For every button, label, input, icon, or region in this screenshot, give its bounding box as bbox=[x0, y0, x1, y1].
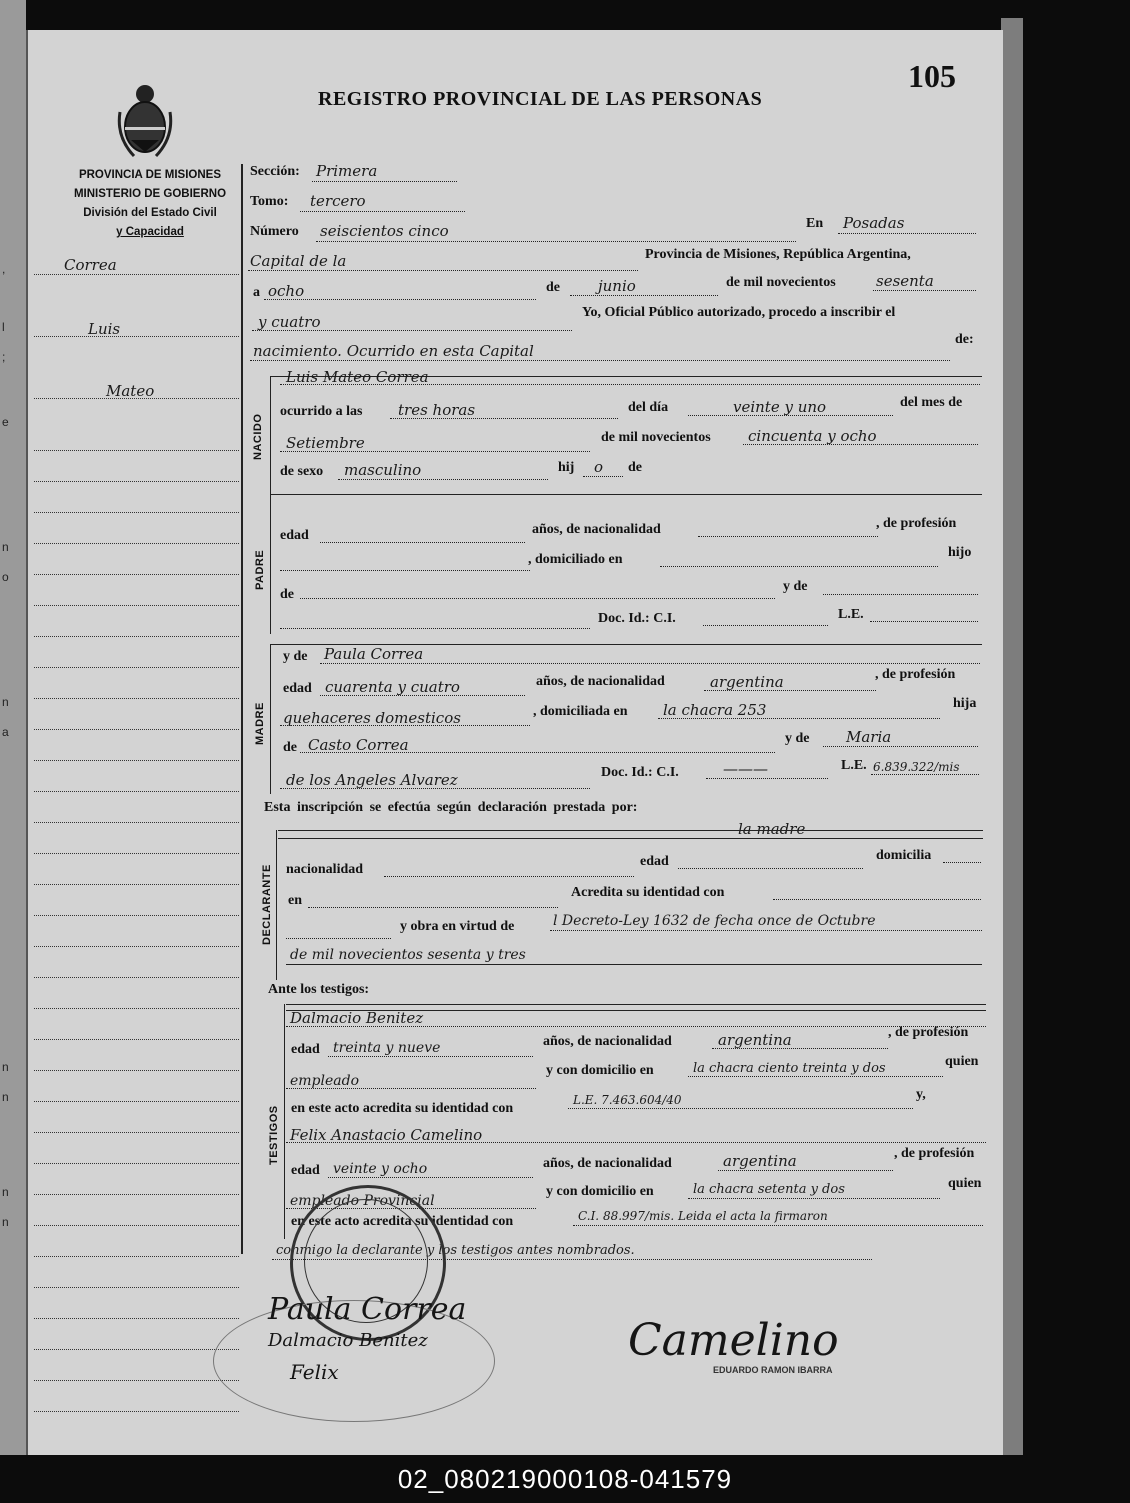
acredita-label-3: en este acto acredita su identidad con bbox=[291, 1214, 514, 1229]
field-line bbox=[718, 1170, 893, 1171]
field-line bbox=[286, 1088, 536, 1089]
margin-line bbox=[34, 512, 239, 513]
margin-line bbox=[34, 760, 239, 761]
year-value-2: y cuatro bbox=[258, 313, 321, 331]
margin-line bbox=[34, 605, 239, 606]
oficial-label: Yo, Oficial Público autorizado, procedo a inscribir el bbox=[582, 305, 896, 320]
profesion-label-2: , de profesión bbox=[875, 667, 956, 682]
doc-label: Doc. Id.: C.I. bbox=[598, 611, 676, 626]
field-line bbox=[706, 778, 828, 779]
field-line bbox=[280, 384, 980, 385]
field-line bbox=[286, 1026, 986, 1027]
field-line bbox=[568, 1108, 913, 1109]
mother-age: cuarenta y cuatro bbox=[325, 678, 460, 696]
le-label-2: L.E. bbox=[841, 758, 867, 773]
mother-nationality: argentina bbox=[710, 673, 784, 691]
mother-le: 6.839.322/mis bbox=[873, 760, 960, 774]
field-line bbox=[320, 695, 525, 696]
margin-line bbox=[34, 398, 239, 399]
profesion-label: , de profesión bbox=[876, 516, 957, 531]
mother-ci: ——— bbox=[723, 760, 768, 778]
domicilio-label-2: y con domicilio en bbox=[546, 1184, 654, 1199]
anios-label: años, de nacionalidad bbox=[532, 522, 661, 537]
witness2-name: Felix Anastacio Camelino bbox=[290, 1126, 483, 1144]
margin-line bbox=[34, 1101, 239, 1102]
field-line bbox=[280, 451, 590, 452]
field-line bbox=[286, 938, 391, 939]
section-rule bbox=[286, 964, 982, 965]
field-line bbox=[823, 594, 978, 595]
day-value: ocho bbox=[268, 282, 305, 300]
padre-section-label: PADRE bbox=[254, 549, 266, 590]
issuer-province: PROVINCIA DE MISIONES bbox=[78, 169, 222, 181]
registry-page bbox=[26, 30, 1003, 1455]
birth-day: veinte y uno bbox=[733, 398, 827, 416]
field-line bbox=[264, 299, 536, 300]
signature-witness1: Dalmacio Benitez bbox=[268, 1330, 428, 1351]
field-line bbox=[660, 566, 938, 567]
edad-label-3: edad bbox=[640, 854, 669, 869]
margin-line bbox=[34, 1411, 239, 1412]
margin-line bbox=[34, 1349, 239, 1350]
y-label: y, bbox=[916, 1087, 926, 1102]
margin-line bbox=[34, 884, 239, 885]
declarant-value: la madre bbox=[738, 820, 806, 838]
domicilio-label: y con domicilio en bbox=[546, 1063, 654, 1078]
sex-value: masculino bbox=[344, 461, 422, 479]
field-line bbox=[286, 1142, 986, 1143]
margin-line bbox=[34, 1039, 239, 1040]
issuer-capacity: y Capacidad bbox=[116, 226, 184, 238]
margin-line bbox=[34, 543, 239, 544]
section-rule bbox=[278, 838, 983, 839]
issuer-ministry: MINISTERIO DE GOBIERNO bbox=[73, 188, 227, 200]
section-bracket bbox=[270, 494, 271, 634]
field-line bbox=[704, 690, 876, 691]
margin-line bbox=[34, 1225, 239, 1226]
field-line bbox=[871, 774, 979, 775]
child-name: Luis Mateo Correa bbox=[286, 368, 429, 386]
tomo-label: Tomo: bbox=[250, 194, 289, 209]
section-bracket bbox=[270, 376, 271, 496]
margin-line bbox=[34, 1318, 239, 1319]
witness1-doc: L.E. 7.463.604/40 bbox=[573, 1093, 682, 1107]
field-line bbox=[320, 663, 980, 664]
de-colon-label: de: bbox=[955, 332, 974, 347]
numero-value: seiscientos cinco bbox=[320, 222, 449, 240]
field-line bbox=[328, 1056, 533, 1057]
field-line bbox=[300, 598, 775, 599]
field-line bbox=[312, 181, 457, 182]
domiciliado-label: , domiciliado en bbox=[528, 552, 623, 567]
quien-label: quien bbox=[945, 1054, 979, 1069]
margin-line bbox=[34, 1070, 239, 1071]
margin-line bbox=[34, 450, 239, 451]
mother-name: Paula Correa bbox=[324, 645, 424, 663]
margin-line bbox=[34, 698, 239, 699]
margin-line bbox=[34, 729, 239, 730]
section-bracket bbox=[284, 1004, 285, 1239]
provincia-label: Provincia de Misiones, República Argentina, bbox=[645, 247, 911, 262]
margin-line bbox=[34, 1287, 239, 1288]
birth-month: Setiembre bbox=[286, 434, 365, 452]
section-rule bbox=[270, 494, 982, 495]
field-line bbox=[328, 1177, 533, 1178]
grandmother-name-2: de los Angeles Alvarez bbox=[286, 771, 458, 789]
a-label: a bbox=[253, 285, 260, 300]
sexo-label: de sexo bbox=[280, 464, 324, 479]
mil-label-2: de mil novecientos bbox=[601, 430, 711, 445]
field-line bbox=[384, 876, 634, 877]
decree-value-2: de mil novecientos sesenta y tres bbox=[290, 947, 526, 963]
de-label-3: de bbox=[628, 460, 642, 475]
field-line bbox=[308, 907, 558, 908]
margin-line bbox=[34, 336, 239, 337]
edad-label: edad bbox=[280, 528, 309, 543]
field-line bbox=[338, 479, 548, 480]
grandfather-name: Casto Correa bbox=[308, 736, 409, 754]
issuer-block bbox=[50, 166, 250, 242]
testigos-section-label: TESTIGOS bbox=[268, 1105, 280, 1165]
declarante-section-label: DECLARANTE bbox=[261, 864, 273, 945]
field-line bbox=[570, 295, 718, 296]
month-value: junio bbox=[598, 277, 636, 295]
birth-year: cincuenta y ocho bbox=[748, 427, 877, 445]
hijo-label: hijo bbox=[948, 545, 972, 560]
del-dia-label: del día bbox=[628, 400, 669, 415]
margin-line bbox=[34, 1008, 239, 1009]
margin-line bbox=[34, 636, 239, 637]
document-id-footer: 02_080219000108-041579 bbox=[397, 1464, 733, 1494]
column-divider bbox=[241, 164, 243, 1254]
quien-label-2: quien bbox=[948, 1176, 982, 1191]
field-line bbox=[280, 725, 530, 726]
en-label-2: en bbox=[288, 893, 302, 908]
hij-label: hij bbox=[558, 460, 575, 475]
margin-line bbox=[34, 1194, 239, 1195]
anios-label-3: años, de nacionalidad bbox=[543, 1034, 672, 1049]
numero-label: Número bbox=[250, 224, 299, 239]
field-line bbox=[300, 211, 465, 212]
en-value: Posadas bbox=[843, 214, 905, 232]
margin-line bbox=[34, 481, 239, 482]
domiciliada-label: , domiciliada en bbox=[533, 704, 628, 719]
del-mes-label: del mes de bbox=[900, 395, 963, 410]
section-rule bbox=[286, 1004, 986, 1005]
obra-label: y obra en virtud de bbox=[400, 919, 515, 934]
yde-label-2: y de bbox=[283, 649, 308, 664]
field-line bbox=[573, 1225, 983, 1226]
field-line bbox=[688, 1076, 943, 1077]
yde-label: y de bbox=[783, 579, 808, 594]
margin-line bbox=[34, 1163, 239, 1164]
field-line bbox=[280, 570, 530, 571]
testigos-intro: Ante los testigos: bbox=[268, 982, 370, 997]
issuer-division: División del Estado Civil bbox=[83, 207, 217, 219]
margin-line bbox=[34, 667, 239, 668]
signature-mother: Paula Correa bbox=[268, 1292, 467, 1327]
yde-label-3: y de bbox=[785, 731, 810, 746]
margin-line bbox=[34, 1256, 239, 1257]
signature-witness2: Felix bbox=[290, 1360, 339, 1384]
decree-value: l Decreto-Ley 1632 de fecha once de Octubre bbox=[553, 913, 876, 929]
field-line bbox=[773, 899, 981, 900]
field-line bbox=[838, 233, 976, 234]
witness2-age: veinte y ocho bbox=[333, 1161, 428, 1177]
section-rule bbox=[278, 830, 983, 831]
profesion-label-3: , de profesión bbox=[888, 1025, 969, 1040]
left-page-edge: , l ; e n o n a n n n n bbox=[0, 0, 26, 1455]
seccion-value: Primera bbox=[316, 162, 378, 180]
closing-text: conmigo la declarante y los testigos antes nombrados. bbox=[276, 1243, 635, 1258]
mother-profession: quehaceres domesticos bbox=[283, 709, 461, 727]
margin-line bbox=[34, 853, 239, 854]
section-bracket bbox=[276, 830, 277, 980]
signature-official: Camelino bbox=[628, 1315, 839, 1366]
field-line bbox=[300, 752, 775, 753]
capital-value: Capital de la bbox=[250, 252, 347, 270]
field-line bbox=[712, 1048, 888, 1049]
field-line bbox=[280, 788, 590, 789]
right-page-edge bbox=[1001, 18, 1023, 1455]
witness1-age: treinta y nueve bbox=[333, 1040, 441, 1056]
margin-line bbox=[34, 915, 239, 916]
witness1-name: Dalmacio Benitez bbox=[290, 1009, 424, 1027]
mother-address: la chacra 253 bbox=[663, 701, 767, 719]
anios-label-4: años, de nacionalidad bbox=[543, 1156, 672, 1171]
birth-hour: tres horas bbox=[398, 401, 476, 419]
domicilia-label: domicilia bbox=[876, 848, 932, 863]
field-line bbox=[678, 868, 863, 869]
field-line bbox=[252, 330, 572, 331]
ocurrido-label: ocurrido a las bbox=[280, 404, 363, 419]
year-value-1: sesenta bbox=[876, 272, 934, 290]
field-line bbox=[550, 930, 982, 931]
edad-label-5: edad bbox=[291, 1163, 320, 1178]
field-line bbox=[698, 536, 878, 537]
field-line bbox=[250, 360, 950, 361]
de-label: de bbox=[546, 280, 560, 295]
madre-section-label: MADRE bbox=[254, 702, 266, 745]
anios-label-2: años, de nacionalidad bbox=[536, 674, 665, 689]
mil-label: de mil novecientos bbox=[726, 275, 836, 290]
margin-line bbox=[34, 977, 239, 978]
doc-label-2: Doc. Id.: C.I. bbox=[601, 765, 679, 780]
margin-name1: Luis bbox=[88, 320, 121, 338]
margin-line bbox=[34, 274, 239, 275]
field-line bbox=[316, 241, 796, 242]
edad-label-2: edad bbox=[283, 681, 312, 696]
margin-surname: Correa bbox=[64, 256, 117, 274]
field-line bbox=[280, 628, 590, 629]
witness1-address: la chacra ciento treinta y dos bbox=[693, 1061, 886, 1076]
field-line bbox=[873, 290, 976, 291]
acredita-label: Acredita su identidad con bbox=[571, 885, 725, 900]
official-name-stamp: EDUARDO RAMON IBARRA bbox=[713, 1365, 833, 1375]
margin-line bbox=[34, 822, 239, 823]
witness1-nationality: argentina bbox=[718, 1031, 792, 1049]
margin-line bbox=[34, 1380, 239, 1381]
edad-label-4: edad bbox=[291, 1042, 320, 1057]
tomo-value: tercero bbox=[310, 192, 366, 210]
field-line bbox=[743, 444, 978, 445]
field-line bbox=[390, 418, 618, 419]
witness2-doc: C.I. 88.997/mis. Leida el acta la firmaron bbox=[578, 1209, 828, 1223]
field-line bbox=[320, 542, 525, 543]
declaration-intro: Esta inscripción se efectúa según declaración prestada por: bbox=[264, 800, 638, 815]
hij-suffix: o bbox=[594, 458, 604, 476]
de-label-4: de bbox=[280, 587, 294, 602]
coat-of-arms-icon bbox=[116, 82, 174, 160]
profesion-label-4: , de profesión bbox=[894, 1146, 975, 1161]
margin-line bbox=[34, 1132, 239, 1133]
margin-line bbox=[34, 574, 239, 575]
witness1-profession: empleado bbox=[290, 1073, 360, 1089]
field-line bbox=[870, 621, 978, 622]
hija-label: hija bbox=[953, 696, 977, 711]
grandmother-name-1: Maria bbox=[846, 728, 892, 746]
document-title: REGISTRO PROVINCIAL DE LAS PERSONAS bbox=[318, 88, 763, 110]
field-line bbox=[688, 415, 893, 416]
le-label: L.E. bbox=[838, 607, 864, 622]
field-line bbox=[943, 862, 981, 863]
seccion-label: Sección: bbox=[250, 164, 300, 179]
de-label-5: de bbox=[283, 740, 297, 755]
acredita-label-2: en este acto acredita su identidad con bbox=[291, 1101, 514, 1116]
witness2-nationality: argentina bbox=[723, 1152, 797, 1170]
field-line bbox=[658, 718, 940, 719]
nacido-section-label: NACIDO bbox=[252, 413, 264, 460]
act-value: nacimiento. Ocurrido en esta Capital bbox=[253, 342, 534, 360]
en-label: En bbox=[806, 216, 824, 231]
field-line bbox=[688, 1198, 940, 1199]
witness2-profession: empleado Provincial bbox=[290, 1193, 435, 1209]
field-line bbox=[583, 476, 623, 477]
section-bracket bbox=[270, 644, 271, 794]
field-line bbox=[248, 270, 638, 271]
nacionalidad-label: nacionalidad bbox=[286, 862, 364, 877]
page-number: 105 bbox=[908, 58, 956, 94]
field-line bbox=[823, 746, 978, 747]
field-line bbox=[703, 625, 828, 626]
margin-name2: Mateo bbox=[106, 382, 155, 400]
margin-line bbox=[34, 791, 239, 792]
witness2-address: la chacra setenta y dos bbox=[693, 1182, 845, 1197]
margin-line bbox=[34, 946, 239, 947]
